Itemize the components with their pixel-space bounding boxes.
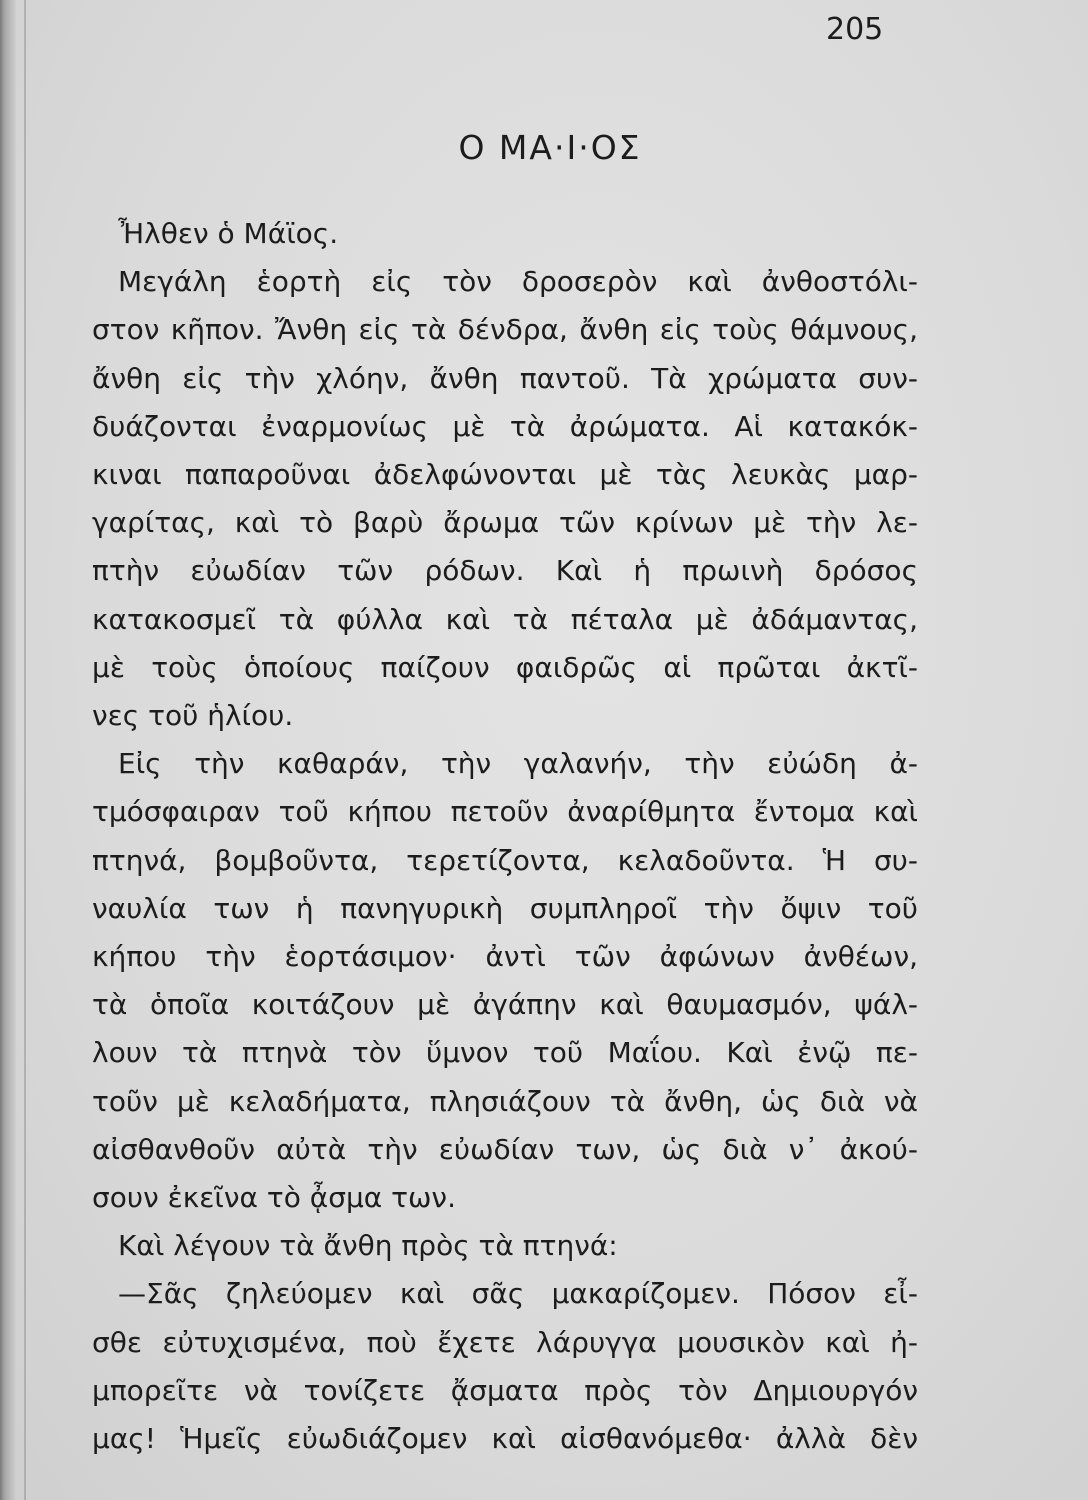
- text-line: μπορεῖτε νὰ τονίζετε ᾄσματα πρὸς τὸν Δημιουργόν: [92, 1373, 918, 1407]
- text-line: γαρίτας, καὶ τὸ βαρὺ ἄρωμα τῶν κρίνων μὲ τὴν λε-: [92, 506, 918, 540]
- text-line: σθε εὐτυχισμένα, ποὺ ἔχετε λάρυγγα μουσικὸν καὶ ἠ-: [92, 1325, 918, 1359]
- text-line: τμόσφαιραν τοῦ κήπου πετοῦν ἀναρίθμητα ἔντομα καὶ: [92, 795, 918, 829]
- text-line: πτὴν εὐωδίαν τῶν ρόδων. Καὶ ἡ πρωινὴ δρόσος: [92, 554, 918, 588]
- text-line: τὰ ὁποῖα κοιτάζουν μὲ ἀγάπην καὶ θαυμασμόν, ψάλ-: [92, 988, 918, 1022]
- text-line: τοῦν μὲ κελαδήματα, πλησιάζουν τὰ ἄνθη, ὡς διὰ νὰ: [92, 1084, 918, 1118]
- text-line: κατακοσμεῖ τὰ φύλλα καὶ τὰ πέταλα μὲ ἀδάμαντας,: [92, 602, 918, 636]
- text-line: ναυλία των ἡ πανηγυρικὴ συμπληροῖ τὴν ὄψιν τοῦ: [92, 891, 918, 925]
- text-line: νες τοῦ ἡλίου.: [92, 699, 294, 732]
- text-line: ἄνθη εἰς τὴν χλόην, ἄνθη παντοῦ. Τὰ χρώματα συν-: [92, 361, 918, 395]
- text-line: Εἰς τὴν καθαράν, τὴν γαλανήν, τὴν εὐώδη ἀ-: [118, 747, 918, 781]
- page-fold-line: [24, 0, 26, 1500]
- text-line: αἰσθανθοῦν αὐτὰ τὴν εὐωδίαν των, ὡς διὰ ν᾽ ἀκού-: [92, 1132, 918, 1166]
- text-line: Μεγάλη ἑορτὴ εἰς τὸν δροσερὸν καὶ ἀνθοστόλι-: [118, 265, 918, 299]
- chapter-title: Ο ΜΑ·Ι·ΟΣ: [458, 128, 642, 167]
- text-line: Καὶ λέγουν τὰ ἄνθη πρὸς τὰ πτηνά:: [118, 1229, 618, 1263]
- page-binding-shadow: [0, 0, 16, 1500]
- text-line: —Σᾶς ζηλεύομεν καὶ σᾶς μακαρίζομεν. Πόσον εἶ-: [118, 1277, 918, 1311]
- text-line: λουν τὰ πτηνὰ τὸν ὕμνον τοῦ Μαΐου. Καὶ ἐνῷ πε-: [92, 1036, 918, 1070]
- page-number: 205: [826, 12, 884, 47]
- text-line: μὲ τοὺς ὁποίους παίζουν φαιδρῶς αἱ πρῶται ἀκτῖ-: [92, 650, 918, 684]
- text-line: μας! Ἡμεῖς εὐωδιάζομεν καὶ αἰσθανόμεθα· ἀλλὰ δὲν: [92, 1422, 918, 1455]
- text-line: κιναι παπαροῦναι ἀδελφώνονται μὲ τὰς λευκὰς μαρ-: [92, 458, 918, 491]
- text-line: Ἦλθεν ὁ Μάϊος.: [118, 217, 339, 250]
- text-line: σουν ἐκεῖνα τὸ ᾆσμα των.: [92, 1181, 456, 1214]
- text-line: στον κῆπον. Ἄνθη εἰς τὰ δένδρα, ἄνθη εἰς τοὺς θάμνους,: [92, 313, 918, 347]
- text-line: πτηνά, βομβοῦντα, τερετίζοντα, κελαδοῦντα. Ἡ συ-: [92, 843, 918, 877]
- text-line: κήπου τὴν ἑορτάσιμον· ἀντὶ τῶν ἀφώνων ἀνθέων,: [92, 940, 918, 973]
- text-line: δυάζονται ἐναρμονίως μὲ τὰ ἀρώματα. Αἱ κατακόκ-: [92, 409, 918, 443]
